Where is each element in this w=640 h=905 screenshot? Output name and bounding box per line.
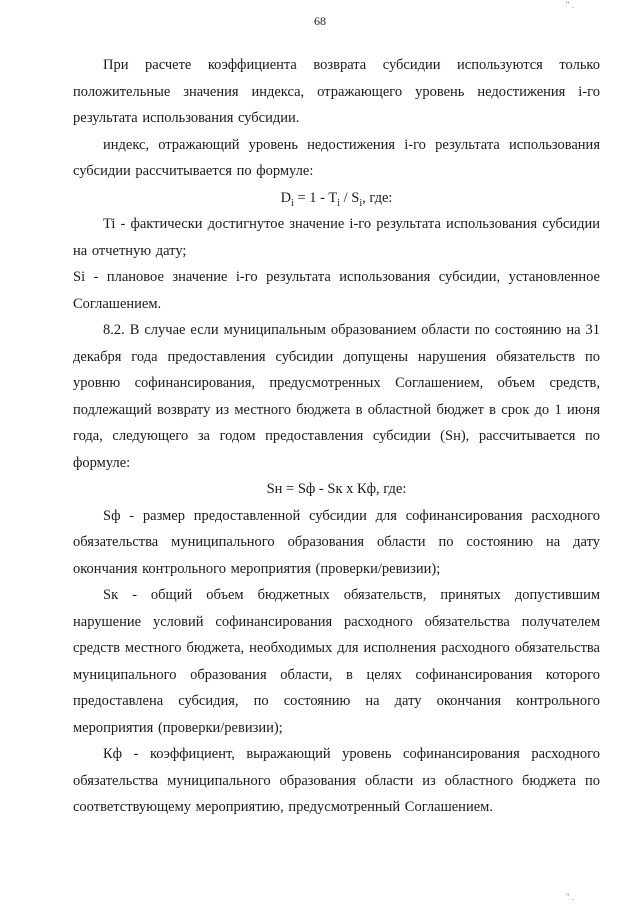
formula-index-subscript: i	[291, 197, 294, 209]
formula-index-part: , где:	[362, 189, 393, 206]
formula-refund: Sн = Sф - Sк х Кф, где:	[266, 481, 407, 497]
paragraph-kf-definition: Кф - коэффициент, выражающий уровень софинансирования расходного обязательства муниципального образования области из областного бюджета по соответствующему мероприятию, предусмотренный Соглашением.	[73, 746, 600, 815]
paragraph-sk-definition: Sк - общий объем бюджетных обязательств, принятых допустившим нарушение условий софинансирования расходного обязательства получателем средств местного бюджета, необходимых для исполнения расходного обязательства муниципального образования области, в целях софинансирования которого предоставлена субсидия, по состоянию на дату окончания контрольного мероприятия (проверки/ревизии);	[73, 587, 600, 736]
corner-mark-top: " .	[566, 0, 575, 10]
paragraph-sf-definition: Sф - размер предоставленной субсидии для софинансирования расходного обязательства муниципального образования области по состоянию на дату окончания контрольного мероприятия (проверки/ревизии);	[73, 507, 600, 577]
formula-index-subscript: i	[337, 197, 340, 209]
paragraph-ti-definition: Ti - фактически достигнутое значение i-го результата использования субсидии на отчетную дату;	[73, 216, 600, 259]
formula-index-part: D	[280, 189, 292, 206]
paragraph-coefficient-note: При расчете коэффициента возврата субсидии используются только положительные значения индекса, отражающего уровень недостижения i-го результата использования субсидии.	[73, 57, 600, 126]
formula-index-part: / S	[339, 189, 360, 206]
formula-index	[73, 185, 600, 212]
page-number: 68	[314, 14, 326, 28]
paragraph-index-definition: индекс, отражающий уровень недостижения i-го результата использования субсидии рассчитывается по формуле:	[73, 136, 600, 179]
formula-index-subscript: i	[359, 197, 363, 209]
corner-mark-bottom: " .	[566, 892, 575, 902]
document-body	[73, 52, 600, 821]
formula-index-part: = 1 - T	[293, 189, 338, 206]
paragraph-section-8-2: 8.2. В случае если муниципальным образованием области по состоянию на 31 декабря года предоставления субсидии допущены нарушения обязательств по уровню софинансирования, предусмотренных Соглашением, объем средств, подлежащий возврату из местного бюджета в областной бюджет в срок до 1 июня года, следующего за годом предоставления субсидии (Sн), рассчитывается по формуле:	[73, 322, 600, 471]
paragraph-si-definition: Si - плановое значение i-го результата использования субсидии, установленное Соглашением.	[73, 269, 600, 312]
